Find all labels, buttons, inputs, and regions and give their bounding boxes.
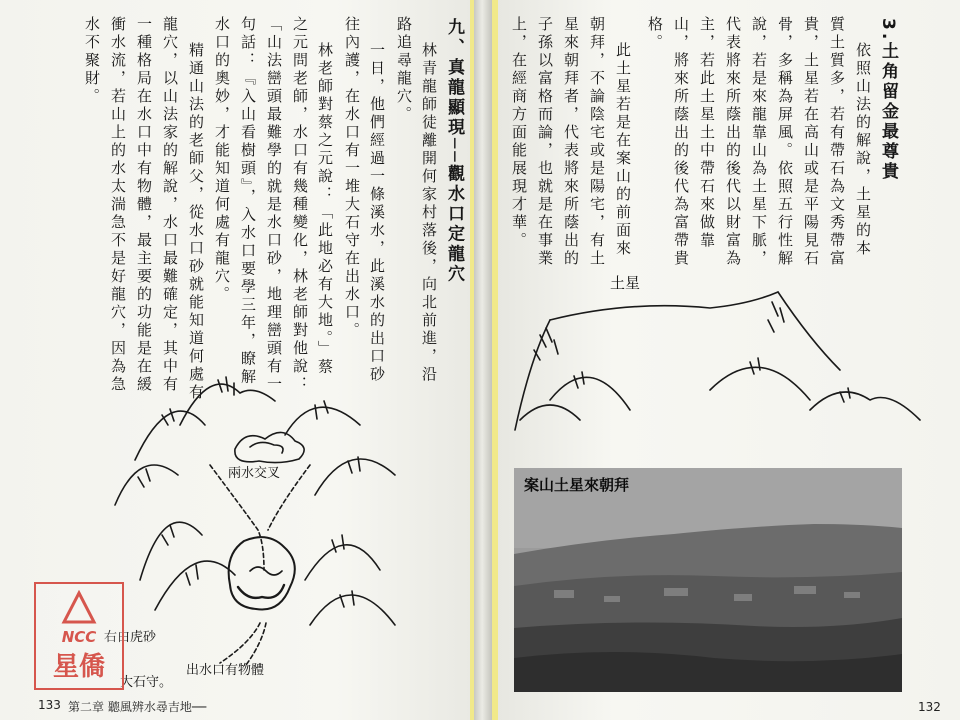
right-para-line-2: 質土質多，若有帶石為文秀帶富 — [828, 16, 846, 268]
water-outlet-diagram — [110, 365, 410, 665]
right-page-heading: 3.土角留金最尊貴 — [878, 18, 898, 183]
left-para-line-8: 句話：『入山看樹頭』，入水口要學三年，瞭解 — [239, 16, 257, 387]
left-para-line-13: 衝水流，若山上的水太湍急不是好龍穴，因為急 — [109, 16, 127, 394]
left-para-line-5: 林老師對蔡之元說：「此地必有大地。」蔡 — [316, 42, 334, 377]
right-para-line-11: 朝拜，不論陰宅或是陽宅，有土 — [588, 16, 606, 268]
diagram-label-tiger-sand: 右白虎砂 — [104, 630, 157, 645]
left-para-line-14: 水不聚財。 — [83, 16, 101, 106]
left-para-line-4: 往內護，在水口有一堆大石守在出水口。 — [343, 16, 361, 340]
book-spine — [474, 0, 492, 720]
right-para-line-3: 貴，土星若在高山或是平陽見石 — [802, 16, 820, 268]
landscape-photo — [514, 468, 902, 692]
left-para-line-12: 一種格局在水口中有物體，最主要的功能是在緩 — [135, 16, 153, 394]
right-para-line-14: 上，在經商方面能展現才華。 — [510, 16, 528, 250]
left-para-line-11: 龍穴，以山法家的解說，水口最難確定，其中有 — [161, 16, 179, 394]
stamp-text-cjk: 星僑 — [52, 652, 105, 682]
right-para-line-6: 代表將來所蔭出的後代以財富為 — [724, 16, 742, 268]
left-para-line-1: 林青龍師徒離開何家村落後，向北前進，沿 — [420, 42, 438, 384]
photo-caption: 案山土星來朝拜 — [524, 476, 630, 494]
landscape-photo-image — [514, 468, 902, 692]
right-para-line-7: 主，若此土星土中帶石來做靠 — [698, 16, 716, 250]
right-page — [498, 0, 960, 720]
stamp-text-latin: NCC — [61, 628, 97, 646]
earth-star-mountain-diagram — [510, 280, 930, 440]
left-para-line-3: 一日，他們經過一條溪水，此溪水的出口砂 — [368, 42, 386, 384]
ncc-watermark-stamp — [34, 582, 124, 690]
triangle-logo-icon — [61, 590, 97, 626]
left-para-line-7: 「山法巒頭最難學的就是水口砂，地理巒頭有一 — [265, 16, 283, 394]
left-page-number: 133 — [38, 698, 61, 712]
diagram-label-earth-star: 土星 — [610, 274, 641, 292]
right-para-line-4: 骨，多稱為屏風。依照五行性解 — [776, 16, 794, 268]
right-para-line-12: 星來朝拜者，代表將來所蔭出的 — [562, 16, 580, 268]
diagram-label-outlet-object: 出水口有物體 — [186, 663, 265, 678]
left-para-line-10: 精通山法的老師父，從水口砂就能知道何處有 — [187, 42, 205, 402]
diagram-label-guard-stone: 大石守。 — [120, 675, 173, 690]
right-para-line-13: 子孫以富格而論，也就是在事業 — [536, 16, 554, 268]
right-page-number: 132 — [918, 700, 941, 714]
right-para-line-1: 依照山法的解說，土星的本 — [854, 42, 872, 258]
left-para-line-9: 水口的奧妙，才能知道何處有龍穴。 — [213, 16, 231, 304]
left-para-line-6: 之元問老師，水口有幾種變化，林老師對他說： — [291, 16, 309, 394]
left-running-title: 第二章 聽風辨水尋吉地── — [68, 700, 207, 714]
right-para-line-10: 此土星若是在案山的前面來 — [614, 42, 632, 258]
diagram-label-confluence: 兩水交叉 — [228, 466, 281, 481]
right-para-line-9: 格。 — [646, 16, 664, 52]
left-page-heading: 九、真龍顯現──觀水口定龍穴 — [444, 18, 464, 285]
right-para-line-5: 說，若是來龍靠山為土星下脈， — [750, 16, 768, 268]
right-para-line-8: 山，將來所蔭出的後代為富帶貴 — [672, 16, 690, 268]
left-para-line-2: 路追尋龍穴。 — [395, 16, 413, 124]
